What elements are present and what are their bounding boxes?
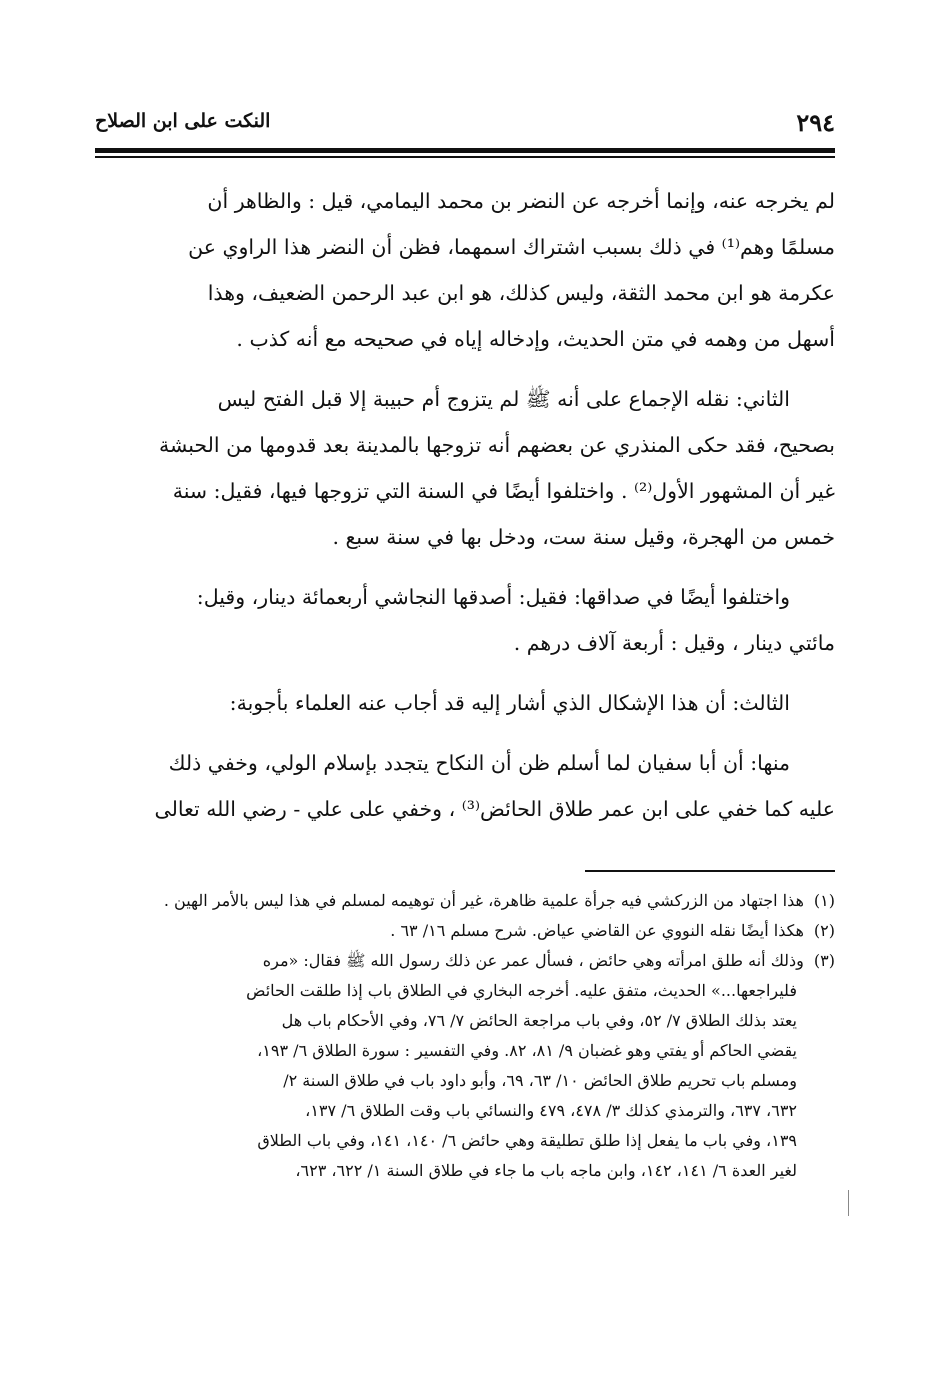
text-line: غير أن المشهور الأول⁽²⁾ . واختلفوا أيضًا في السنة التي تزوجها فيها، فقيل: سنة bbox=[172, 479, 835, 503]
footnote-text: وذلك أنه طلق امرأته وهي حائض ، فسأل عمر عن ذلك رسول الله ﷺ فقال: «مره bbox=[262, 951, 804, 970]
paragraph-gap bbox=[95, 560, 835, 574]
footnote-2 bbox=[95, 916, 835, 946]
text-line: خمس من الهجرة، وقيل سنة ست، ودخل بها في سنة سبع . bbox=[332, 525, 835, 549]
text-line: بصحيح، فقد حكى المنذري عن بعضهم أنه تزوجها بالمدينة بعد قدومها من الحبشة bbox=[158, 433, 835, 457]
text-line: واختلفوا أيضًا في صداقها: فقيل: أصدقها النجاشي أربعمائة دينار، وقيل: bbox=[196, 585, 790, 609]
footnote-line: ٦٣٢، ٦٣٧، والترمذي كذلك ٣/ ٤٧٨، ٤٧٩ والنسائي باب وقت الطلاق ٦/ ١٣٧، bbox=[305, 1101, 797, 1120]
footnote-number: (٢) bbox=[813, 921, 835, 940]
margin-mark bbox=[848, 1190, 849, 1216]
text-line: مسلمًا وهم⁽¹⁾ في ذلك بسبب اشتراك اسمهما، فظن أن النضر هذا الراوي عن bbox=[188, 235, 835, 259]
text-line: عكرمة هو ابن محمد الثقة، وليس كذلك، هو ابن عبد الرحمن الضعيف، وهذا bbox=[207, 281, 835, 305]
running-title: النكت على ابن الصلاح bbox=[95, 110, 271, 132]
paragraph-gap bbox=[95, 666, 835, 680]
footnote-3 bbox=[95, 946, 835, 976]
header-rule-thick bbox=[95, 148, 835, 153]
footnote-1 bbox=[95, 886, 835, 916]
text-line: عليه كما خفي على ابن عمر طلاق الحائض⁽³⁾ ، وخفي على علي - رضي الله تعالى bbox=[154, 797, 835, 821]
footnote-line: يعتد بذلك الطلاق ٧/ ٥٢، وفي باب مراجعة الحائض ٧/ ٧٦، وفي الأحكام باب هل bbox=[281, 1011, 797, 1030]
text-line: منها: أن أبا سفيان لما أسلم ظن أن النكاح يتجدد بإسلام الولي، وخفي ذلك bbox=[168, 751, 790, 775]
page-number: ٢٩٤ bbox=[796, 108, 835, 137]
text-line: لم يخرجه عنه، وإنما أخرجه عن النضر بن محمد اليمامي، قيل : والظاهر أن bbox=[207, 189, 835, 213]
footnote-number: (٣) bbox=[813, 951, 835, 970]
footnote-text: هذا اجتهاد من الزركشي فيه جرأة علمية ظاهرة، غير أن توهيمه لمسلم في هذا ليس بالأمر الهين . bbox=[163, 891, 804, 910]
text-line: الثاني: نقله الإجماع على أنه ﷺ لم يتزوج أم حبيبة إلا قبل الفتح ليس bbox=[217, 387, 790, 411]
footnote-line: يقضي الحاكم أو يفتي وهو غضبان ٩/ ٨١، ٨٢. وفي التفسير : سورة الطلاق ٦/ ١٩٣، bbox=[257, 1041, 797, 1060]
footnote-separator bbox=[585, 870, 835, 872]
header-rule-thin bbox=[95, 156, 835, 158]
footnote-number: (١) bbox=[813, 891, 835, 910]
footnote-line: لغير العدة ٦/ ١٤١، ١٤٢، وابن ماجه باب ما جاء في طلاق السنة ١/ ٦٢٢، ٦٢٣، bbox=[295, 1161, 797, 1180]
text-line: الثالث: أن هذا الإشكال الذي أشار إليه قد أجاب عنه العلماء بأجوبة: bbox=[229, 691, 790, 715]
text-line: أسهل من وهمه في متن الحديث، وإدخاله إياه في صحيحه مع أنه كذب . bbox=[236, 327, 835, 351]
text-line: مائتي دينار ، وقيل : أربعة آلاف درهم . bbox=[513, 631, 835, 655]
paragraph-gap bbox=[95, 726, 835, 740]
page-header bbox=[95, 108, 835, 144]
footnote-text: هكذا أيضًا نقله النووي عن القاضي عياض. شرح مسلم ١٦/ ٦٣ . bbox=[390, 921, 804, 940]
footnotes bbox=[95, 886, 835, 1186]
footnote-line: فليراجعها...» الحديث، متفق عليه. أخرجه البخاري في الطلاق باب إذا طلقت الحائض bbox=[246, 981, 797, 1000]
main-text bbox=[95, 178, 835, 832]
footnote-line: ١٣٩، وفي باب ما يفعل إذا طلق تطليقة وهي حائض ٦/ ١٤٠، ١٤١، وفي باب الطلاق bbox=[257, 1131, 797, 1150]
paragraph-gap bbox=[95, 362, 835, 376]
footnote-line: ومسلم باب تحريم طلاق الحائض ١٠/ ٦٣، ٦٩، وأبو داود باب في طلاق السنة ٢/ bbox=[283, 1071, 797, 1090]
